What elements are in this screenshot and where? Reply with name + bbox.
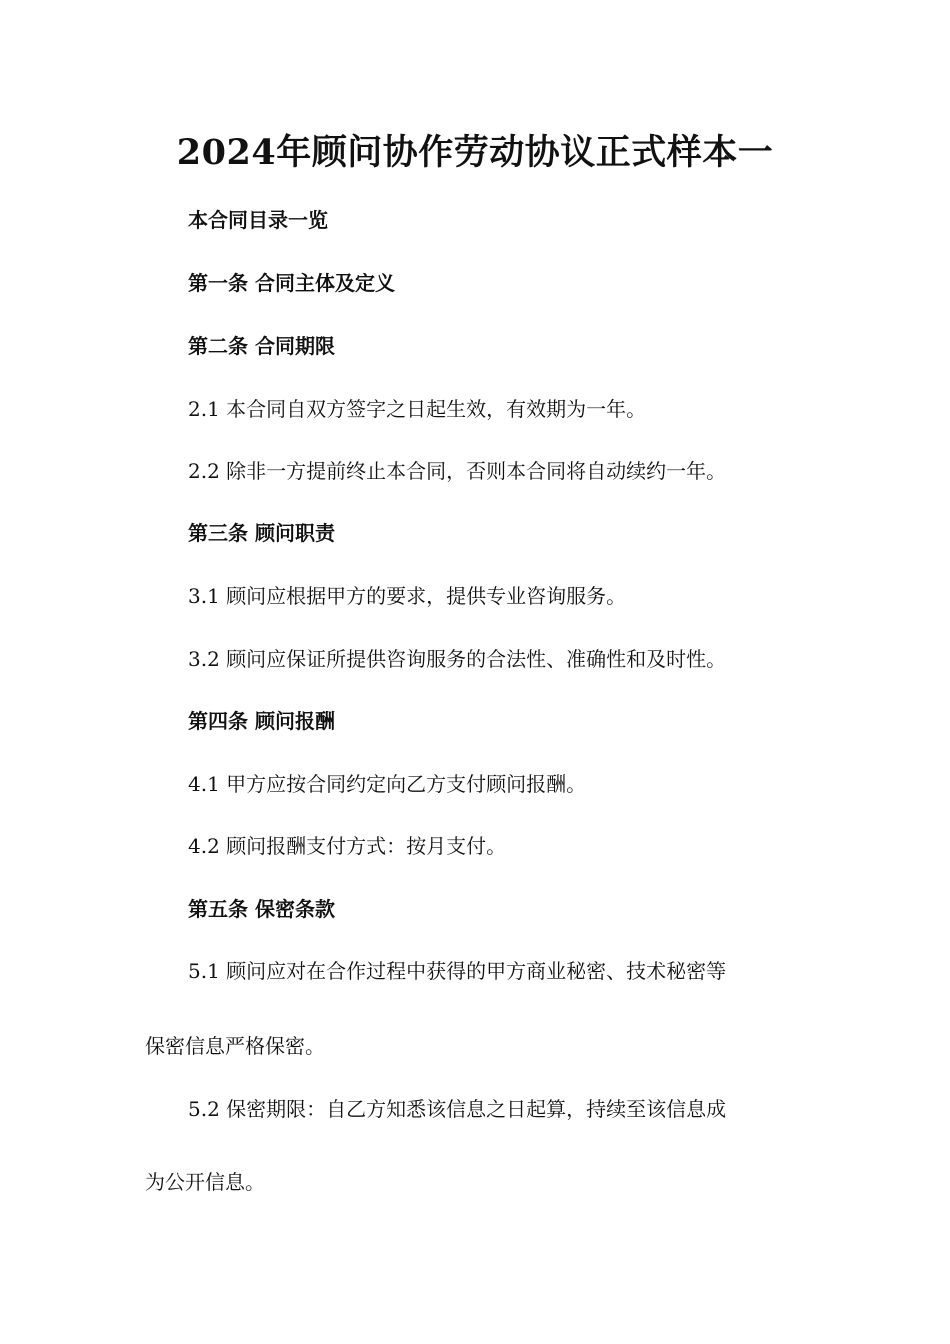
clause-2-1: 2.1 本合同自双方签字之日起生效，有效期为一年。 — [188, 397, 647, 421]
article-5-heading: 第五条 保密条款 — [188, 897, 335, 921]
document-title: 2024年顾问协作劳动协议正式样本一 — [176, 132, 774, 173]
clause-5-2-line-2: 为公开信息。 — [145, 1170, 265, 1194]
toc-heading: 本合同目录一览 — [188, 208, 328, 232]
clause-5-1-line-2: 保密信息严格保密。 — [145, 1034, 325, 1058]
clause-5-1-line-1: 5.1 顾问应对在合作过程中获得的甲方商业秘密、技术秘密等 — [188, 959, 727, 983]
article-3-heading: 第三条 顾问职责 — [188, 521, 335, 545]
article-1-heading: 第一条 合同主体及定义 — [188, 271, 395, 295]
clause-3-2: 3.2 顾问应保证所提供咨询服务的合法性、准确性和及时性。 — [188, 647, 727, 671]
clause-4-2: 4.2 顾问报酬支付方式：按月支付。 — [188, 834, 507, 858]
clause-5-2-line-1: 5.2 保密期限：自乙方知悉该信息之日起算，持续至该信息成 — [188, 1097, 727, 1121]
article-4-heading: 第四条 顾问报酬 — [188, 709, 335, 733]
clause-3-1: 3.1 顾问应根据甲方的要求，提供专业咨询服务。 — [188, 584, 627, 608]
clause-4-1: 4.1 甲方应按合同约定向乙方支付顾问报酬。 — [188, 772, 587, 796]
article-2-heading: 第二条 合同期限 — [188, 334, 335, 358]
clause-2-2: 2.2 除非一方提前终止本合同，否则本合同将自动续约一年。 — [188, 459, 727, 483]
